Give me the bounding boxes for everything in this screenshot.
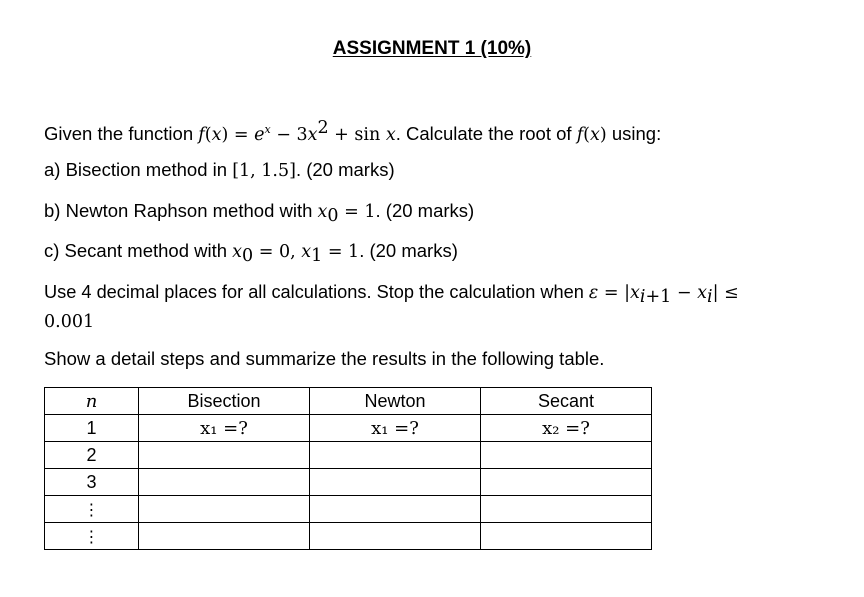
part-b-line: [44, 200, 474, 226]
newton-cell: [310, 523, 481, 550]
part-a-line: [44, 159, 395, 181]
results-table: [44, 387, 652, 550]
bisection-cell: [139, 496, 310, 523]
bisection-cell: [139, 523, 310, 550]
header-n: n: [45, 388, 139, 415]
intro-prefix: Given the function: [44, 123, 199, 144]
precision-text: Use 4 decimal places for all calculations. Stop the calculation when: [44, 282, 589, 302]
table-header-row: [45, 388, 652, 415]
newton-cell: x₁ =?: [310, 415, 481, 442]
table-row: [45, 523, 652, 550]
table-row: [45, 496, 652, 523]
bisection-cell: [139, 442, 310, 469]
secant-cell: [481, 496, 652, 523]
table-row: [45, 442, 652, 469]
newton-cell: [310, 442, 481, 469]
row-index: 3: [45, 469, 139, 496]
bisection-cell: [139, 469, 310, 496]
table-row: [45, 415, 652, 442]
secant-cell: [481, 523, 652, 550]
row-index: 1: [45, 415, 139, 442]
table-row: [45, 469, 652, 496]
stopping-criterion: $\varepsilon = |x_{i+1} - x_i|$ ≤: [588, 283, 739, 307]
secant-cell: [481, 469, 652, 496]
secant-cell: x₂ =?: [481, 415, 652, 442]
row-index: ⋮: [45, 496, 139, 523]
part-a-text: a) Bisection method in: [44, 159, 233, 180]
part-c-line: [44, 240, 458, 266]
newton-initial-guess: $x_0 = 1$: [317, 202, 376, 226]
intro-suffix: using:: [606, 123, 662, 144]
newton-cell: [310, 496, 481, 523]
tolerance-value: 0.001: [44, 312, 95, 332]
tolerance-line: [44, 310, 94, 332]
header-secant: Secant: [481, 388, 652, 415]
part-c-marks: . (20 marks): [359, 240, 458, 261]
summary-instruction: Show a detail steps and summarize the results in the following table.: [44, 348, 605, 369]
part-a-marks: . (20 marks): [295, 159, 395, 180]
function-formula: $f(x) = e^x - 3x^2 + \sin x$: [198, 118, 396, 145]
precision-line: [44, 282, 739, 307]
row-index: 2: [45, 442, 139, 469]
part-b-text: b) Newton Raphson method with: [44, 200, 318, 221]
row-index: ⋮: [45, 523, 139, 550]
header-bisection: Bisection: [139, 388, 310, 415]
intro-line: [44, 118, 661, 145]
intro-middle: . Calculate the root of: [395, 123, 577, 144]
header-newton: Newton: [310, 388, 481, 415]
secant-cell: [481, 442, 652, 469]
bisection-interval: [1, 1.5]: [232, 161, 296, 181]
assignment-title: ASSIGNMENT 1 (10%): [332, 38, 532, 59]
secant-initial-guesses: $x_0 = 0$, $x_1 = 1$: [232, 242, 360, 266]
fx-label: f(x): [576, 125, 607, 145]
bisection-cell: x₁ =?: [139, 415, 310, 442]
newton-cell: [310, 469, 481, 496]
part-c-text: c) Secant method with: [44, 240, 233, 261]
part-b-marks: . (20 marks): [375, 200, 475, 221]
